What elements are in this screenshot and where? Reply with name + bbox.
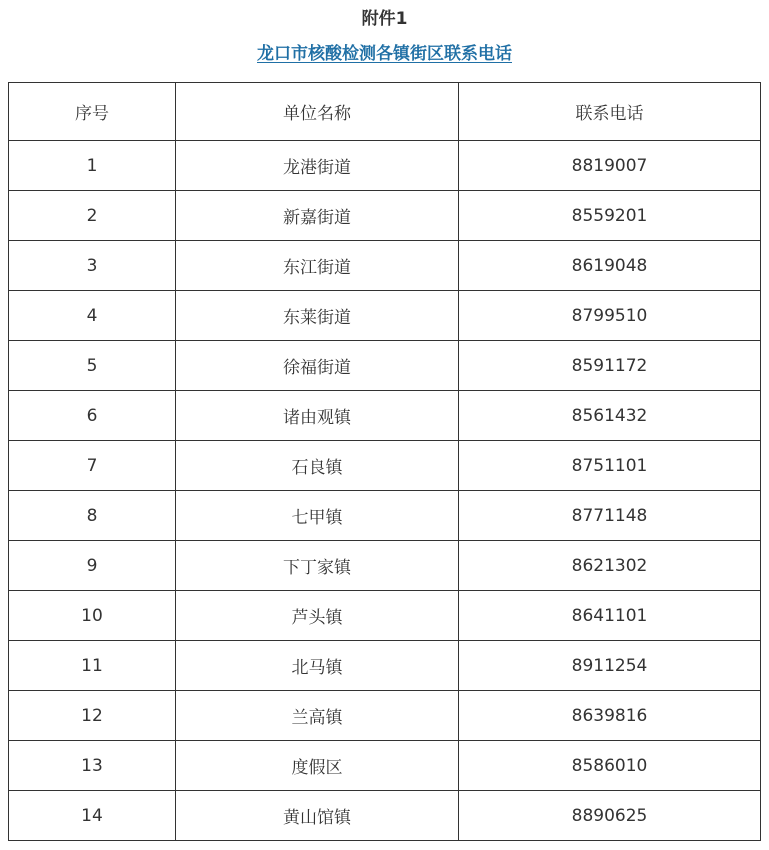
row-phone: 8771148: [459, 491, 761, 541]
table-row: [9, 691, 761, 741]
attachment-label: 附件1: [361, 9, 408, 29]
row-unit-name: 七甲镇: [176, 491, 459, 541]
row-index: 6: [9, 391, 176, 441]
row-phone: 8639816: [459, 691, 761, 741]
row-unit-name: 下丁家镇: [176, 541, 459, 591]
row-index: 13: [9, 741, 176, 791]
row-unit-name: 芦头镇: [176, 591, 459, 641]
row-unit-name: 东莱街道: [176, 291, 459, 341]
table-row: [9, 241, 761, 291]
row-unit-name: 东江街道: [176, 241, 459, 291]
column-header-index: 序号: [9, 83, 176, 141]
row-unit-name: 龙港街道: [176, 141, 459, 191]
row-phone: 8621302: [459, 541, 761, 591]
table-row: [9, 641, 761, 691]
table-row: [9, 791, 761, 841]
row-index: 8: [9, 491, 176, 541]
row-index: 11: [9, 641, 176, 691]
table-row: [9, 541, 761, 591]
row-index: 3: [9, 241, 176, 291]
row-phone: 8586010: [459, 741, 761, 791]
table-row: [9, 141, 761, 191]
row-index: 10: [9, 591, 176, 641]
row-unit-name: 黄山馆镇: [176, 791, 459, 841]
table-row: [9, 491, 761, 541]
row-unit-name: 石良镇: [176, 441, 459, 491]
row-phone: 8819007: [459, 141, 761, 191]
row-phone: 8559201: [459, 191, 761, 241]
row-phone: 8799510: [459, 291, 761, 341]
row-phone: 8619048: [459, 241, 761, 291]
table-row: [9, 341, 761, 391]
row-phone: 8641101: [459, 591, 761, 641]
row-unit-name: 北马镇: [176, 641, 459, 691]
row-unit-name: 诸由观镇: [176, 391, 459, 441]
row-phone: 8751101: [459, 441, 761, 491]
row-index: 5: [9, 341, 176, 391]
row-index: 4: [9, 291, 176, 341]
row-index: 12: [9, 691, 176, 741]
document-title: 龙口市核酸检测各镇街区联系电话: [257, 44, 512, 64]
column-header-phone: 联系电话: [459, 83, 761, 141]
table-row: [9, 391, 761, 441]
table-row: [9, 291, 761, 341]
row-index: 2: [9, 191, 176, 241]
row-phone: 8890625: [459, 791, 761, 841]
column-header-unit-name: 单位名称: [176, 83, 459, 141]
table-row: [9, 441, 761, 491]
row-unit-name: 徐福街道: [176, 341, 459, 391]
table-header-row: [9, 83, 761, 141]
row-phone: 8911254: [459, 641, 761, 691]
table-row: [9, 591, 761, 641]
row-phone: 8561432: [459, 391, 761, 441]
contacts-table: [8, 82, 761, 841]
row-index: 1: [9, 141, 176, 191]
row-index: 7: [9, 441, 176, 491]
row-unit-name: 新嘉街道: [176, 191, 459, 241]
row-unit-name: 兰高镇: [176, 691, 459, 741]
row-phone: 8591172: [459, 341, 761, 391]
table-row: [9, 191, 761, 241]
row-index: 9: [9, 541, 176, 591]
row-index: 14: [9, 791, 176, 841]
table-row: [9, 741, 761, 791]
row-unit-name: 度假区: [176, 741, 459, 791]
